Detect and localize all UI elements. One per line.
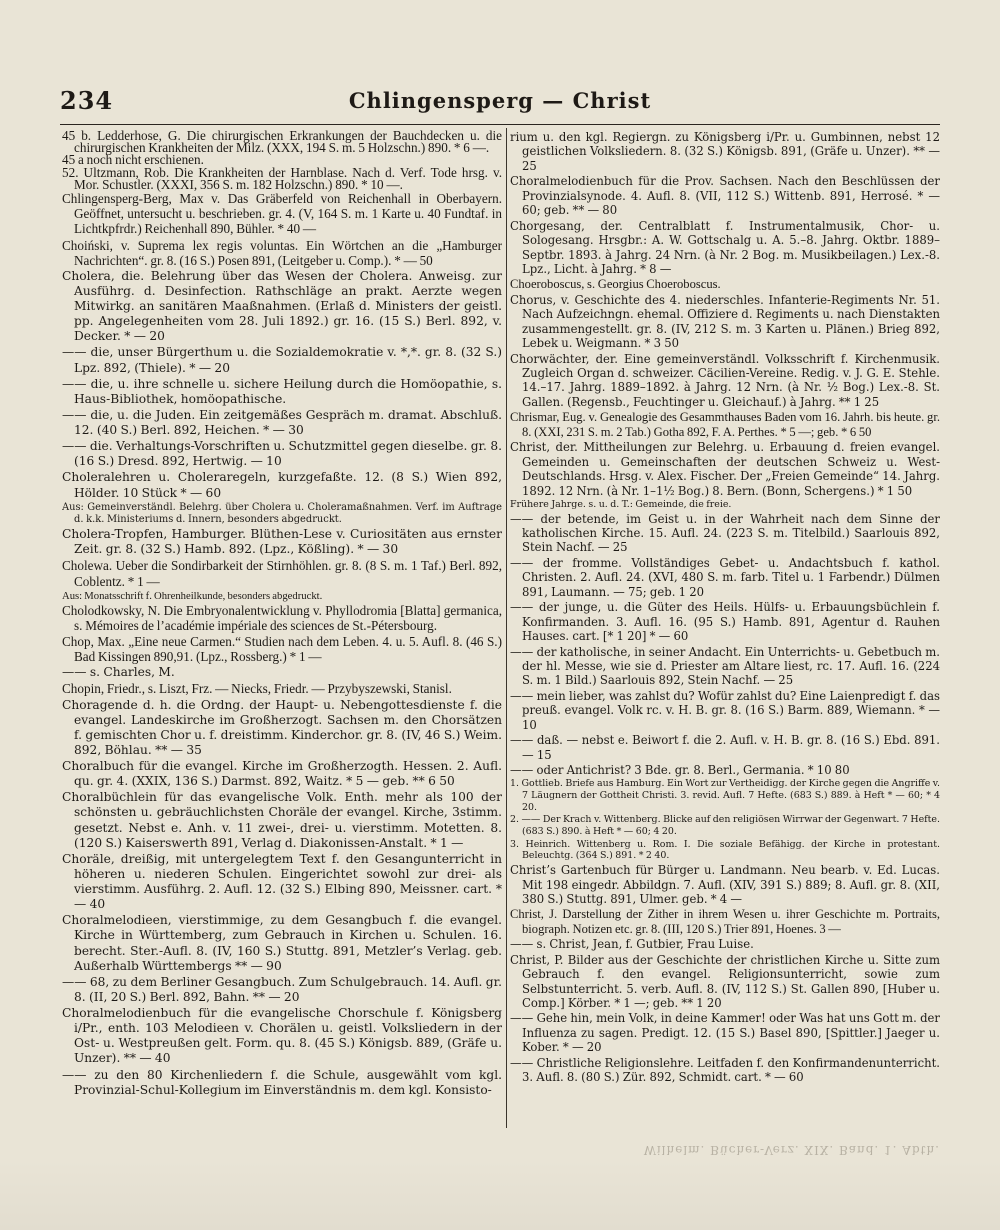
catalog-entry: 2. —— Der Krach v. Wittenberg. Blicke auf den religiösen Wirrwar der Gegenwart. 7 Hefte. (683 S.) 890. à Heft * — 60; 4 20. — [510, 814, 940, 838]
header-rule — [60, 124, 940, 125]
catalog-entry: —— die, u. ihre schnelle u. sichere Heilung durch die Homöopathie, s. Haus-Bibliothek, homöopathische. — [62, 376, 502, 406]
catalog-entry: Choeroboscus, s. Georgius Choeroboscus. — [510, 277, 721, 292]
catalog-entry: Choräle, dreißig, mit untergelegtem Text f. den Gesangunterricht in höheren u. niederen Schulen. Eingerichtet sowohl zur drei- als vierstimm. Ausführg. 2. Aufl. 12. (32 S.) Elbing 890, Meissner. cart. * — 40 — [62, 851, 502, 912]
catalog-entry: Christ, der. Mittheilungen zur Belehrg. u. Erbauung d. freien evangel. Gemeinden u. Gemeinschaften der deutschen Schweiz u. West-Deutschlands. Hrsg. v. Alex. Fischer. Der „Freien Gemeinde“ 14. Jahrg. 1892. 12 Nrn. (à Nr. 1–1½ Bog.) 8. Bern. (Bonn, Schergens.) * 1 50 — [510, 440, 940, 498]
catalog-entry: Chop, Max. „Eine neue Carmen.“ Studien nach dem Leben. 4. u. 5. Aufl. 8. (46 S.) Bad Kissingen 890,91. (Lpz., Rossberg.) * 1 — — [62, 634, 502, 665]
catalog-entry: Choragende d. h. die Ordng. der Haupt- u. Nebengottesdienste f. die evangel. Landeskirche im Großherzogt. Sachsen m. den Chorsätzen f. gemischten Chor u. f. dreistimm. Kinderchor. gr. 8. (IV, 46 S.) Weim. 892, Böhlau. ** — 35 — [62, 697, 502, 757]
running-title: Chlingensperg — Christ — [348, 88, 652, 113]
catalog-entry: —— zu den 80 Kirchenliedern f. die Schule, ausgewählt vom kgl. Provinzial-Schul-Kollegium im Einverständnis m. dem kgl. Konsisto- — [62, 1067, 502, 1097]
column-separator — [506, 128, 507, 1128]
catalog-entry: Christ, J. Darstellung der Zither in ihrem Wesen u. ihrer Geschichte m. Portraits, biograph. Notizen etc. gr. 8. (III, 120 S.) Trier 891, Hoenes. 3 — — [510, 907, 940, 936]
catalog-entry: —— die, unser Bürgerthum u. die Sozialdemokratie v. *,*. gr. 8. (32 S.) Lpz. 892, (Thiele). * — 20 — [62, 345, 502, 375]
catalog-entry: —— daß. — nebst e. Beiwort f. die 2. Aufl. v. H. B. gr. 8. (16 S.) Ebd. 891. — 15 — [510, 733, 940, 762]
bottom-margin — [0, 1160, 1000, 1230]
catalog-entry: Choralmelodienbuch für die Prov. Sachsen. Nach den Beschlüssen der Provinzialsynode. 4. Aufl. 8. (VII, 112 S.) Wittenb. 891, Herrosé. * — 60; geb. ** — 80 — [510, 174, 940, 218]
catalog-entry: Chorwächter, der. Eine gemeinverständl. Volksschrift f. Kirchenmusik. Zugleich Organ d. schweizer. Cäcilien-Vereine. Redig. v. J. G. E. Stehle. 14.–17. Jahrg. 1889–1892. à Jahrg. 12 Nrn. (à Nr. ½ Bog.) Lex.-8. St. Gallen. (Regensb., Feuchtinger u. Gleichauf.) à Jahrg. ** 1 25 — [510, 351, 940, 409]
catalog-entry: 3. Heinrich. Wittenberg u. Rom. I. Die soziale Befähigg. der Kirche in protestant. Beleuchtg. (364 S.) 891. * 2 40. — [510, 838, 940, 862]
catalog-entry: Choralbuch für die evangel. Kirche im Großherzogth. Hessen. 2. Aufl. qu. gr. 4. (XXIX, 136 S.) Darmst. 892, Waitz. * 5 — geb. ** 6 50 — [62, 759, 502, 789]
catalog-entry: —— oder Antichrist? 3 Bde. gr. 8. Berl., Germania. * 10 80 — [510, 763, 850, 778]
right-column — [510, 130, 940, 1130]
catalog-entry: Chlingensperg-Berg, Max v. Das Gräberfeld von Reichenhall in Oberbayern. Geöffnet, untersucht u. beschrieben. gr. 4. (V, 164 S. m. 1 Karte u. 40 Fundtaf. in Lichtkpfrdr.) Reichenhall 890, Bühler. * 40 — — [62, 191, 502, 237]
catalog-entry: Chorus, v. Geschichte des 4. niederschles. Infanterie-Regiments Nr. 51. Nach Aufzeichngn. ehemal. Offiziere d. Regiments u. nach Dienstakten zusammengestellt. gr. 8. (IV, 212 S. m. 3 Karten u. Plänen.) Brieg 892, Lebek u. Weigmann. * 3 50 — [510, 292, 940, 351]
catalog-entry: Choiński, v. Suprema lex regis voluntas. Ein Wörtchen an die „Hamburger Nachrichten“. gr. 8. (16 S.) Posen 891, (Leitgeber u. Comp.). * — 50 — [62, 237, 502, 268]
catalog-entry: 1. Gottlieb. Briefe aus Hamburg. Ein Wort zur Vertheidigg. der Kirche gegen die Angriffe v. 7 Läugnern der Gottheit Christi. 3. revid. Aufl. 7 Hefte. (683 S.) 889. à Heft * — 60; * 4 20. — [510, 778, 940, 813]
catalog-entry: —— der junge, u. die Güter des Heils. Hülfs- u. Erbauungsbüchlein f. Konfirmanden. 3. Aufl. 16. (95 S.) Hamb. 891, Agentur d. Rauhen Hauses. cart. [* 1 20] * — 60 — [510, 600, 940, 644]
catalog-entry: —— der fromme. Vollständiges Gebet- u. Andachtsbuch f. kathol. Christen. 2. Aufl. 24. (XVI, 480 S. m. farb. Titel u. 1 Farbendr.) Dülmen 891, Laumann. — 75; geb. 1 20 — [510, 555, 940, 599]
catalog-entry: —— Gehe hin, mein Volk, in deine Kammer! oder Was hat uns Gott m. der Influenza zu sagen. Predigt. 12. (15 S.) Basel 890, [Spittler.] Jaeger u. Kober. * — 20 — [510, 1011, 940, 1055]
page-number: 234 — [60, 86, 114, 115]
catalog-entry: Chrismar, Eug. v. Genealogie des Gesammthauses Baden vom 16. Jahrh. bis heute. gr. 8. (XXI, 231 S. m. 2 Tab.) Gotha 892, F. A. Perthes. * 5 —; geb. * 6 50 — [510, 410, 940, 439]
catalog-entry: 52. Ultzmann, Rob. Die Krankheiten der Harnblase. Nach d. Verf. Tode hrsg. v. Mor. Schustler. (XXXI, 356 S. m. 182 Holzschn.) 890. * 10 —. — [62, 164, 502, 192]
catalog-entry: Choleralehren u. Choleraregeln, kurzgefaßte. 12. (8 S.) Wien 892, Hölder. 10 Stück * — 60 — [62, 470, 502, 500]
left-column — [62, 130, 502, 1130]
show-through-text: Wilhelm. Bücher-Verz. XIX. Band. 1. Abth. — [643, 1143, 940, 1157]
catalog-entry: Cholodkowsky, N. Die Embryonalentwicklung v. Phyllodromia [Blatta] germanica, s. Mémoires de l’académie impériale des sciences de St.-Pétersbourg. — [62, 602, 502, 633]
page-header — [60, 86, 940, 122]
catalog-entry: 45 a noch nicht erschienen. — [62, 152, 204, 168]
catalog-entry: Chorgesang, der. Centralblatt f. Instrumentalmusik, Chor- u. Sologesang. Hrsgbr.: A. W. Gottschalg u. A. 5.–8. Jahrg. Oktbr. 1889–Septbr. 1893. à Jahrg. 24 Nrn. (à Nr. 2 Bog. m. Musikbeilagen.) Lex.-8. Lpz., Licht. à Jahrg. * 8 — — [510, 218, 940, 276]
catalog-entry: Cholewa. Ueber die Sondirbarkeit der Stirnhöhlen. gr. 8. (8 S. m. 1 Taf.) Berl. 892, Coblentz. * 1 — — [62, 558, 502, 589]
catalog-entry: rium u. den kgl. Regiergn. zu Königsberg i/Pr. u. Gumbinnen, nebst 12 geistlichen Volksliedern. 8. (32 S.) Königsb. 891, (Gräfe u. Unzer). ** — 25 — [510, 130, 940, 173]
catalog-entry: Cholera, die. Belehrung über das Wesen der Cholera. Anweisg. zur Ausführg. d. Desinfection. Rathschläge an prakt. Aerzte wegen Mitwirkg. an sanitären Maaßnahmen. (Erlaß d. Ministers der geistl. pp. Angelegenheiten vom 28. Juli 1892.) gr. 16. (15 S.) Berl. 892, v. Decker. * — 20 — [62, 268, 502, 344]
catalog-entry: —— s. Charles, M. — [62, 665, 175, 680]
catalog-entry: —— die, u. die Juden. Ein zeitgemäßes Gespräch m. dramat. Abschluß. 12. (40 S.) Berl. 892, Heichen. * — 30 — [62, 407, 502, 438]
catalog-entry: —— 68, zu dem Berliner Gesangbuch. Zum Schulgebrauch. 14. Aufl. gr. 8. (II, 20 S.) Berl. 892, Bahn. ** — 20 — [62, 974, 502, 1004]
catalog-entry: Aus: Monatsschrift f. Ohrenheilkunde, besonders abgedruckt. — [62, 589, 323, 602]
catalog-entry: Choralmelodieen, vierstimmige, zu dem Gesangbuch f. die evangel. Kirche in Württemberg, zum Gebrauch in Kirchen u. Schulen. 16. berecht. Ster.-Aufl. 8. (IV, 160 S.) Stuttg. 891, Metzler’s Verlag. geb. Außerhalb Württembergs ** — 90 — [62, 913, 502, 973]
catalog-entry: Frühere Jahrge. s. u. d. T.: Gemeinde, die freie. — [510, 498, 732, 510]
catalog-entry: Cholera-Tropfen, Hamburger. Blüthen-Lese v. Curiositäten aus ernster Zeit. gr. 8. (32 S.) Hamb. 892. (Lpz., Kößling). * — 30 — [62, 527, 502, 557]
catalog-entry: —— Christliche Religionslehre. Leitfaden f. den Konfirmandenunterricht. 3. Aufl. 8. (80 S.) Zür. 892, Schmidt. cart. * — 60 — [510, 1055, 940, 1085]
catalog-entry: —— mein lieber, was zahlst du? Wofür zahlst du? Eine Laienpredigt f. das preuß. evangel. Volk rc. v. H. B. gr. 8. (16 S.) Barm. 889, Wiemann. * — 10 — [510, 688, 940, 732]
catalog-entry: —— der betende, im Geist u. in der Wahrheit nach dem Sinne der katholischen Kirche. 15. Aufl. 24. (223 S. m. Titelbild.) Saarlouis 892, Stein Nachf. — 25 — [510, 511, 940, 555]
catalog-entry: —— s. Christ, Jean, f. Gutbier, Frau Luise. — [510, 937, 754, 952]
catalog-entry: —— der katholische, in seiner Andacht. Ein Unterrichts- u. Gebetbuch m. der hl. Messe, wie sie d. Priester am Altare liest, rc. 17. Aufl. 16. (224 S. m. 1 Bild.) Saarlouis 892, Stein Nachf. — 25 — [510, 644, 940, 688]
catalog-entry: Choralmelodienbuch für die evangelische Chorschule f. Königsberg i/Pr., enth. 103 Melodieen v. Chorälen u. geistl. Volksliedern in der Ost- u. Westpreußen gelt. Form. qu. 8. (45 S.) Königsb. 889, (Gräfe u. Unzer). ** — 40 — [62, 1006, 502, 1066]
catalog-entry: Aus: Gemeinverständl. Belehrg. über Cholera u. Choleramaßnahmen. Verf. im Auftrage d. k.k. Ministeriums d. Innern, besonders abgedruckt. — [62, 501, 502, 525]
catalog-entry: Choralbüchlein für das evangelische Volk. Enth. mehr als 100 der schönsten u. gebräuchlichsten Choräle der evangel. Kirche, 3stimm. gesetzt. Nebst e. Anh. v. 11 zwei-, drei- u. vierstimm. Motetten. 8. (120 S.) Kaiserswerth 891, Verlag d. Diakonissen-Anstalt. * 1 — — [62, 790, 502, 850]
catalog-entry: 45 b. Ledderhose, G. Die chirurgischen Erkrankungen der Bauchdecken u. die chirurgischen Krankheiten der Milz. (XXX, 194 S. m. 5 Holzschn.) 890. * 6 —. — [62, 130, 502, 155]
catalog-entry: Christ, P. Bilder aus der Geschichte der christlichen Kirche u. Sitte zum Gebrauch f. den evangel. Religionsunterricht, sowie zum Selbstunterricht. 5. verb. Aufl. 8. (IV, 112 S.) St. Gallen 890, [Huber u. Comp.] Körber. * 1 —; geb. ** 1 20 — [510, 952, 940, 1010]
catalog-entry: Christ’s Gartenbuch für Bürger u. Landmann. Neu bearb. v. Ed. Lucas. Mit 198 eingedr. Abbildgn. 7. Aufl. (XIV, 391 S.) 889; 8. Aufl. gr. 8. (XII, 380 S.) Stuttg. 891, Ulmer. geb. * 4 — — [510, 863, 940, 906]
catalog-entry: Chopin, Friedr., s. Liszt, Frz. — Niecks, Friedr. — Przybyszewski, Stanisl. — [62, 681, 452, 697]
catalog-entry: —— die. Verhaltungs-Vorschriften u. Schutzmittel gegen dieselbe. gr. 8. (16 S.) Dresd. 892, Hertwig. — 10 — [62, 439, 502, 469]
